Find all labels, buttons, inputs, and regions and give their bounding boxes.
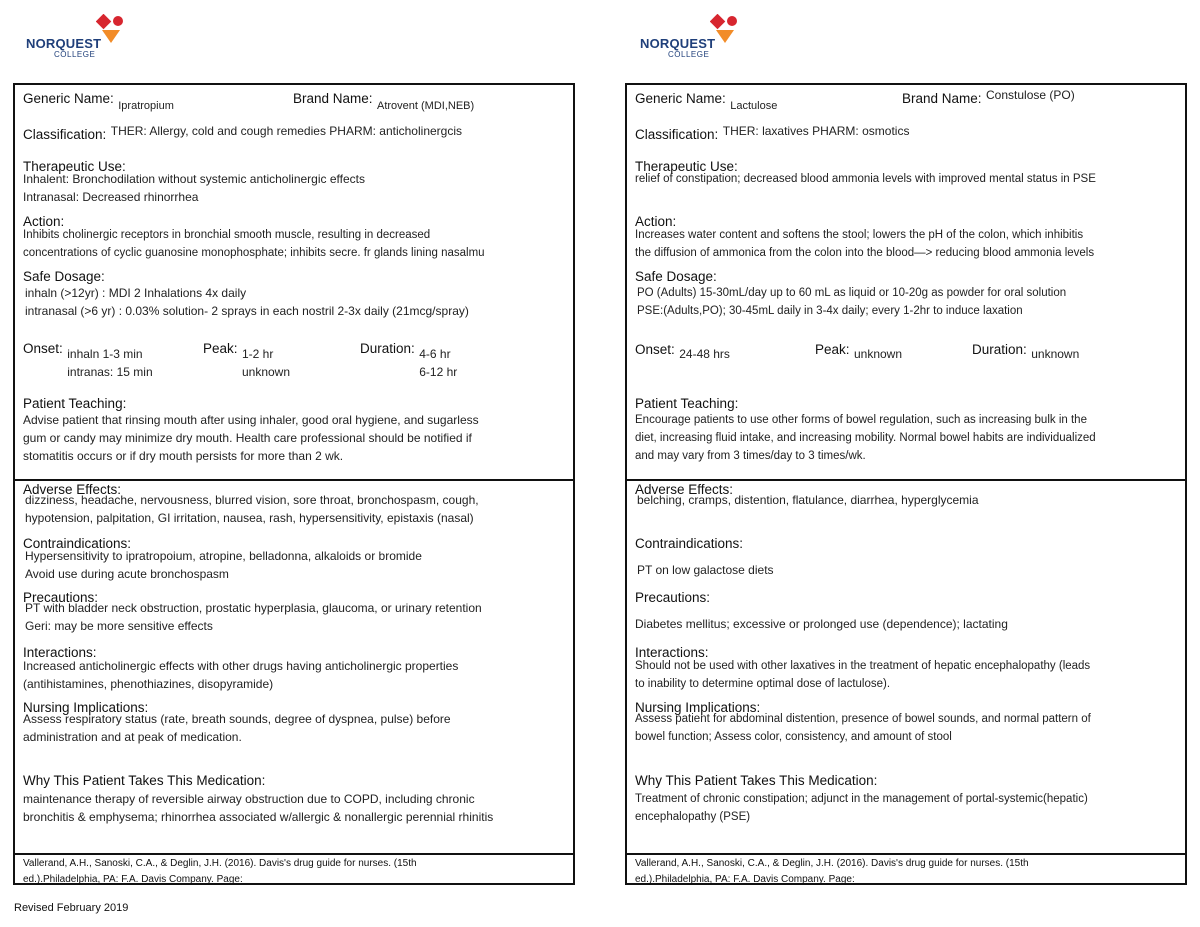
peak-label: Peak: <box>815 342 850 357</box>
precautions-value: Diabetes mellitus; excessive or prolonged use (dependence); lactating <box>635 617 1008 631</box>
onset-label: Onset: <box>635 342 675 357</box>
brand-name-value: Atrovent (MDI,NEB) <box>377 100 475 112</box>
onset-value: 24-48 hrs <box>679 347 730 361</box>
action-value: Inhibits cholinergic receptors in bronchial smooth muscle, resulting in decreased concentrations of cyclic guanosine monophosphate; inhibits secre. fr glands lining nasalmu <box>23 229 485 259</box>
safe-dosage-label: Safe Dosage: <box>635 269 717 284</box>
safe-dosage-value: inhaln (>12yr) : MDI 2 Inhalations 4x daily intranasal (>6 yr) : 0.03% solution- 2 sprays in each nostril 2-3x daily (21mcg/spray) <box>25 286 469 318</box>
brand-name-label: Brand Name: <box>902 91 982 106</box>
contraindications-value: PT on low galactose diets <box>637 563 774 577</box>
action-label: Action: <box>635 214 677 229</box>
duration-value: unknown <box>1031 347 1080 361</box>
logo-text-norquest: NORQUEST <box>640 36 716 51</box>
adverse-effects-label: Adverse Effects: <box>635 482 734 497</box>
card-divider <box>627 853 1185 855</box>
onset-label: Onset: <box>23 341 63 356</box>
card-divider <box>15 479 573 481</box>
patient-teaching-label: Patient Teaching: <box>635 396 739 411</box>
norquest-logo-left <box>26 14 146 58</box>
interactions-label: Interactions: <box>635 645 709 660</box>
duration-value: 4-6 hr 6-12 hr <box>419 347 458 379</box>
brand-name-value: Constulose (PO) <box>986 88 1075 102</box>
brand-name-label: Brand Name: <box>293 91 373 106</box>
generic-name-value: Lactulose <box>730 100 778 112</box>
peak-label: Peak: <box>203 341 238 356</box>
adverse-effects-value: dizziness, headache, nervousness, blurred vision, sore throat, bronchospasm, cough, hypotension, palpitation, GI irritation, nausea, rash, hypersensitivity, epistaxis (nasal) <box>25 493 479 525</box>
revision-footer: Revised February 2019 <box>14 902 129 914</box>
classification-value: THER: laxatives PHARM: osmotics <box>722 124 910 138</box>
why-value: maintenance therapy of reversible airway obstruction due to COPD, including chronic bronchitis & emphysema; rhinorrhea associated w/allergic & nonallergic perennial rhinitis <box>23 792 494 824</box>
reference-citation: Vallerand, A.H., Sanoski, C.A., & Deglin, J.H. (2016). Davis's drug guide for nurses. (15th ed.).Philadelphia, PA: F.A. Davis Company. Page: <box>23 858 417 885</box>
therapeutic-use-value: relief of constipation; decreased blood ammonia levels with improved mental status in PSE <box>635 173 1096 185</box>
peak-value: unknown <box>853 347 903 361</box>
duration-label: Duration: <box>360 341 415 356</box>
patient-teaching-value: Advise patient that rinsing mouth after using inhaler, good oral hygiene, and sugarless gum or candy may minimize dry mouth. Health care professional should be notified if stomatitis occurs or if dry mouth persists for more than 2 wk. <box>23 413 479 463</box>
peak-value: 1-2 hr unknown <box>241 347 291 379</box>
logo-text-norquest: NORQUEST <box>26 36 102 51</box>
nursing-implications-label: Nursing Implications: <box>23 700 149 715</box>
interactions-value: Should not be used with other laxatives in the treatment of hepatic encephalopathy (leads to inability to determine optimal dose of lactulose). <box>635 660 1091 690</box>
nursing-implications-value: Assess patient for abdominal distention, presence of bowel sounds, and normal pattern of bowel function; Assess color, consistency, and amount of stool <box>635 713 1091 743</box>
contraindications-label: Contraindications: <box>23 536 132 551</box>
contraindications-value: Hypersensitivity to ipratropoium, atropine, belladonna, alkaloids or bromide Avoid use during acute bronchospasm <box>25 549 422 581</box>
adverse-effects-label: Adverse Effects: <box>23 482 122 497</box>
logo-text-college: COLLEGE <box>668 50 710 59</box>
classification-label: Classification: <box>635 127 719 142</box>
why-label: Why This Patient Takes This Medication: <box>635 773 878 788</box>
classification-value: THER: Allergy, cold and cough remedies PHARM: anticholinergcis <box>110 124 462 138</box>
therapeutic-use-label: Therapeutic Use: <box>23 159 126 174</box>
interactions-value: Increased anticholinergic effects with other drugs having anticholinergic properties (antihistamines, phenothiazines, disopyramide) <box>23 659 459 691</box>
why-label: Why This Patient Takes This Medication: <box>23 773 266 788</box>
duration-label: Duration: <box>972 342 1027 357</box>
action-value: Increases water content and softens the stool; lowers the pH of the colon, which inhibitis the diffusion of ammonica from the colon into the blood—> reducing blood ammonia levels <box>635 229 1095 259</box>
classification-label: Classification: <box>23 127 107 142</box>
generic-name-value: Ipratropium <box>118 100 174 112</box>
onset-value: inhaln 1-3 min intranas: 15 min <box>67 347 153 379</box>
card-divider <box>15 853 573 855</box>
therapeutic-use-value: Inhalent: Bronchodilation without systemic anticholinergic effects Intranasal: Decreased rhinorrhea <box>23 172 365 204</box>
norquest-logo-right <box>640 14 760 58</box>
reference-citation: Vallerand, A.H., Sanoski, C.A., & Deglin, J.H. (2016). Davis's drug guide for nurses. (15th ed.).Philadelphia, PA: F.A. Davis Company. Page: <box>635 858 1029 885</box>
drug-card-ipratropium <box>13 83 575 885</box>
drug-card-lactulose <box>625 83 1187 885</box>
interactions-label: Interactions: <box>23 645 97 660</box>
action-label: Action: <box>23 214 65 229</box>
safe-dosage-label: Safe Dosage: <box>23 269 105 284</box>
patient-teaching-label: Patient Teaching: <box>23 396 127 411</box>
nursing-implications-label: Nursing Implications: <box>635 700 761 715</box>
adverse-effects-value: belching, cramps, distention, flatulance, diarrhea, hyperglycemia <box>637 493 979 507</box>
safe-dosage-value: PO (Adults) 15-30mL/day up to 60 mL as liquid or 10-20g as powder for oral solution PSE:(Adults,PO); 30-45mL daily in 3-4x daily; every 1-2hr to induce laxation <box>637 287 1067 317</box>
precautions-value: PT with bladder neck obstruction, prostatic hyperplasia, glaucoma, or urinary retention Geri: may be more sensitive effects <box>25 601 482 633</box>
nursing-implications-value: Assess respiratory status (rate, breath sounds, degree of dyspnea, pulse) before administration and at peak of medication. <box>23 712 451 744</box>
patient-teaching-value: Encourage patients to use other forms of bowel regulation, such as increasing bulk in the diet, increasing fluid intake, and increasing mobility. Normal bowel habits are individualized and may vary from 3 times/day to 3 times/wk. <box>635 414 1096 462</box>
precautions-label: Precautions: <box>23 590 99 605</box>
generic-name-label: Generic Name: <box>635 91 726 106</box>
precautions-label: Precautions: <box>635 590 711 605</box>
contraindications-label: Contraindications: <box>635 536 744 551</box>
logo-text-college: COLLEGE <box>54 50 96 59</box>
why-value: Treatment of chronic constipation; adjunct in the management of portal-systemic(hepatic) encephalopathy (PSE) <box>635 793 1088 823</box>
generic-name-label: Generic Name: <box>23 91 114 106</box>
therapeutic-use-label: Therapeutic Use: <box>635 159 738 174</box>
card-divider <box>627 479 1185 481</box>
